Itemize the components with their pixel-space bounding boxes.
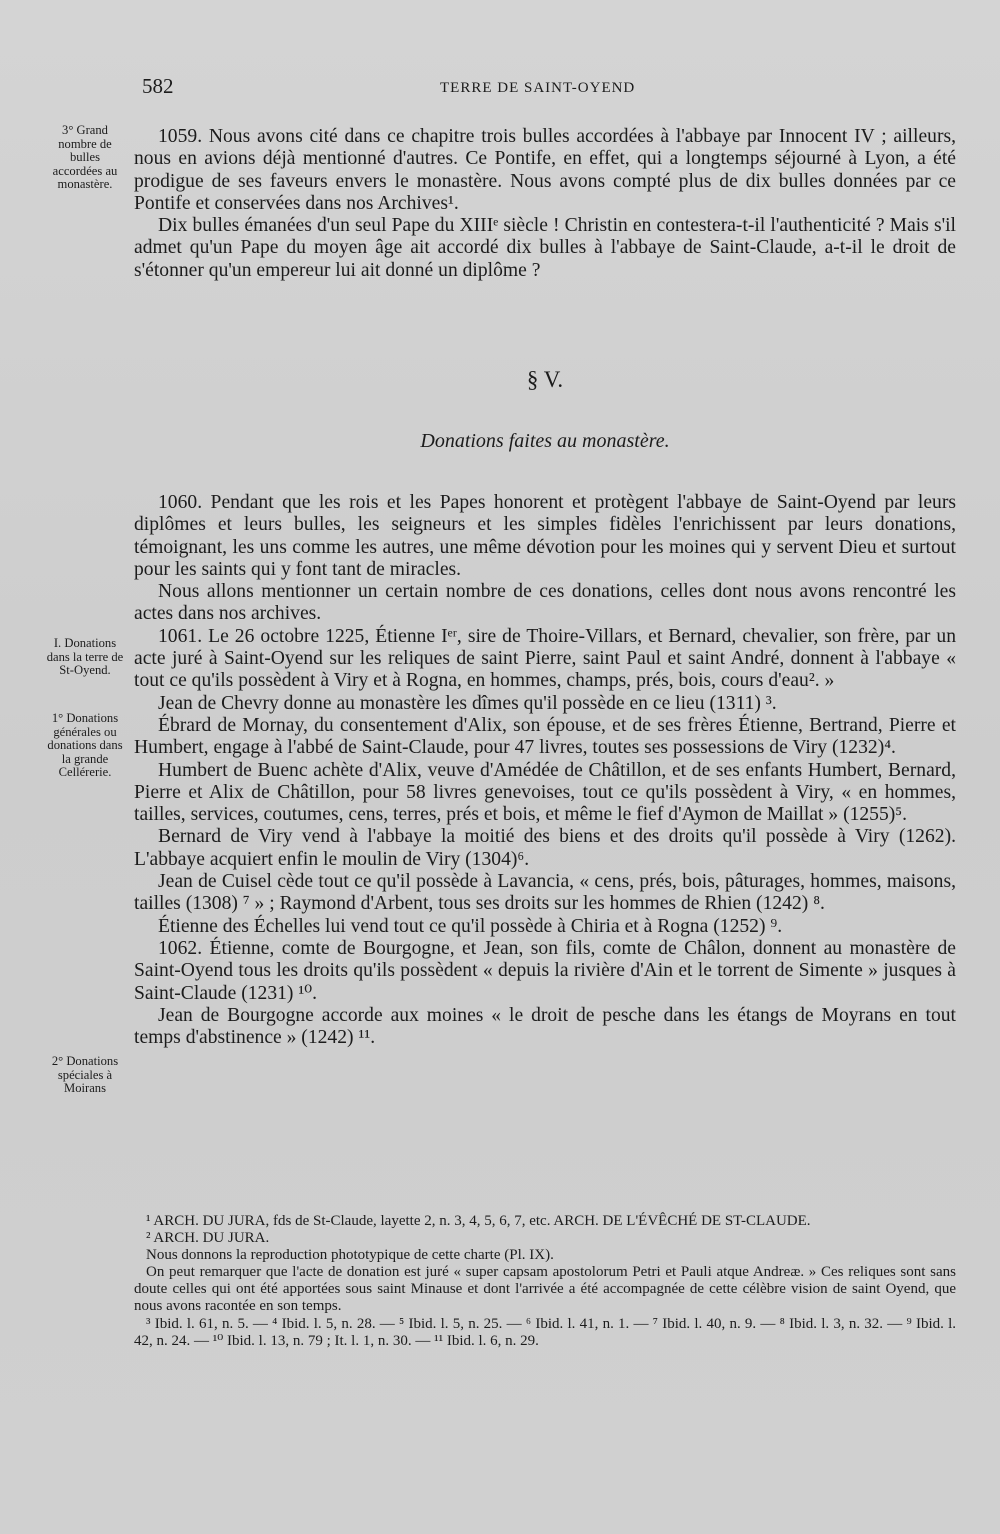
paragraph-1061-c: Ébrard de Mornay, du consentement d'Alix, son épouse, et de ses frères Étienne, Bertrand, Pierre et Humbert, engage à l'abbé de Saint-Claude, pour 47 livres, toutes ses possessions de Viry (1232)⁴. bbox=[134, 714, 956, 759]
margin-note-grand-nombre: 3° Grand nombre de bulles accordées au monastère. bbox=[52, 123, 118, 192]
running-title: TERRE DE SAINT-OYEND bbox=[440, 80, 636, 96]
footnotes bbox=[134, 1213, 956, 1350]
footnote-2-b: Nous donnons la reproduction phototypique de cette charte (Pl. IX). bbox=[146, 1247, 554, 1264]
text-block-1060 bbox=[134, 492, 956, 1049]
paragraph-1059-b: Dix bulles émanées d'un seul Pape du XIIIᵉ siècle ! Christin en contestera-t-il l'authenticité ? Mais s'il admet qu'un Pape du moyen âge ait accordé dix bulles à l'abbaye de Saint-Claude, a-t-il le droit de s'étonner qu'un empereur lui ait donné un diplôme ? bbox=[134, 215, 956, 281]
footnote-2-c: On peut remarquer que l'acte de donation est juré « super capsam apostolorum Petri et Pauli atque Andreæ. » Ces reliques sont sans doute celles qui ont été apportées sous saint Minause et dont l'arrivée a été accompagnée de cette célèbre vision de saint Oyend, que nous avons racontée en son temps. bbox=[134, 1264, 956, 1315]
paragraph-1061-g: Étienne des Échelles lui vend tout ce qu'il possède à Chiria et à Rogna (1252) ⁹. bbox=[158, 915, 783, 937]
paragraph-1061-f: Jean de Cuisel cède tout ce qu'il possède à Lavancia, « cens, prés, bois, pâturages, hommes, maisons, tailles (1308) ⁷ » ; Raymond d'Arbent, tous ses droits sur les hommes de Rhien (1242) ⁸. bbox=[134, 871, 956, 915]
section-mark: § V. bbox=[526, 367, 564, 392]
paragraph-1060: 1060. Pendant que les rois et les Papes honorent et protègent l'abbaye de Saint-Oyend par leurs diplômes et leurs bulles, les seigneurs et les simples fidèles l'enrichissent par leurs donations, témoignant, les uns comme les autres, une même dévotion pour les moines qui y servent Dieu et surtout pour les saints qui y font tant de miracles. bbox=[134, 492, 956, 580]
margin-note-donations-generales: 1° Donations générales ou donations dans la grande Cellérerie. bbox=[47, 711, 123, 780]
paragraph-1062-b: Jean de Bourgogne accorde aux moines « le droit de pesche dans les étangs de Moyrans en tout temps d'abstinence » (1242) ¹¹. bbox=[134, 1004, 956, 1049]
paragraph-1061-d: Humbert de Buenc achète d'Alix, veuve d'Amédée de Châtillon, et de ses enfants Humbert, Bernard, Pierre et Alix de Châtillon, pour 58 livres genevoises, tout ce qu'ils possèdent à Viry, « en hommes, tailles, services, coutumes, cens, terres, prés et bois, et même le fief d'Aymon de Maillat » (1255)⁵. bbox=[134, 759, 956, 826]
margin-note-donations-speciales: 2° Donations spéciales à Moirans bbox=[51, 1054, 119, 1096]
paragraph-1060-b: Nous allons mentionner un certain nombre de ces donations, celles dont nous avons rencontré les actes dans nos archives. bbox=[134, 581, 956, 625]
footnote-3-11: ³ Ibid. l. 61, n. 5. — ⁴ Ibid. l. 5, n. 28. — ⁵ Ibid. l. 5, n. 25. — ⁶ Ibid. l. 41, n. 1. — ⁷ Ibid. l. 40, n. 9. — ⁸ Ibid. l. 3, n. 32. — ⁹ Ibid. l. 42, n. 24. — ¹⁰ Ibid. l. 13, n. 79 ; It. l. 1, n. 30. — ¹¹ Ibid. l. 6, n. 29. bbox=[134, 1315, 956, 1349]
paragraph-1062: 1062. Étienne, comte de Bourgogne, et Jean, son fils, comte de Châlon, donnent au monastère de Saint-Oyend tous les droits qu'ils possèdent « depuis la rivière d'Ain et le torrent de Simente » jusques à Saint-Claude (1231) ¹⁰. bbox=[134, 937, 956, 1004]
paragraph-1061: 1061. Le 26 octobre 1225, Étienne Iᵉʳ, sire de Thoire-Villars, et Bernard, chevalier, son frère, par un acte juré à Saint-Oyend sur les reliques de saint Pierre, saint Paul et saint André, donnent à l'abbaye « tout ce qu'ils possèdent à Viry et à Rogna, en hommes, champs, prés, bois, cours d'eau². » bbox=[134, 625, 956, 692]
margin-note-donations-terre: I. Donations dans la terre de St-Oyend. bbox=[46, 636, 124, 678]
paragraph-1061-b: Jean de Chevry donne au monastère les dîmes qu'il possède en ce lieu (1311) ³. bbox=[158, 692, 777, 714]
text-block-1059 bbox=[134, 126, 956, 282]
footnote-2: ² ARCH. DU JURA. bbox=[146, 1230, 270, 1247]
paragraph-1059: 1059. Nous avons cité dans ce chapitre trois bulles accordées à l'abbaye par Innocent IV ; ailleurs, nous en avions déjà mentionné d'autres. Ce Pontife, en effet, qui a longtemps séjourné à Lyon, a été prodigue de ses faveurs envers le monastère. Nous avons compté plus de dix bulles données par ce Pontife et conservées dans nos Archives¹. bbox=[134, 126, 956, 214]
section-title: Donations faites au monastère. bbox=[420, 430, 670, 452]
page-number: 582 bbox=[142, 74, 174, 98]
footnote-1: ¹ ARCH. DU JURA, fds de St-Claude, layette 2, n. 3, 4, 5, 6, 7, etc. ARCH. DE L'ÉVÊCHÉ DE ST-CLAUDE. bbox=[146, 1213, 811, 1229]
paragraph-1061-e: Bernard de Viry vend à l'abbaye la moitié des biens et des droits qu'il possède à Viry (1262). L'abbaye acquiert enfin le moulin de Viry (1304)⁶. bbox=[134, 826, 956, 870]
